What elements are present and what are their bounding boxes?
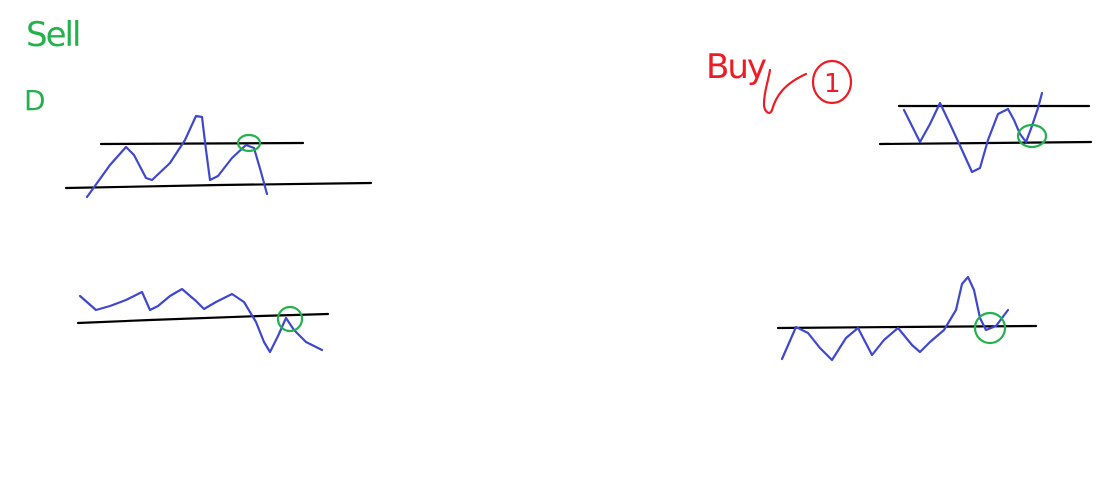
buy-label xyxy=(706,47,851,113)
buy-bottom-panel xyxy=(778,277,1036,360)
sell-label xyxy=(24,15,79,117)
buy-connector-stroke xyxy=(764,70,806,113)
sell-title: Sell xyxy=(26,15,80,55)
sell-signal-marker xyxy=(278,307,302,331)
price-line xyxy=(782,277,1008,360)
sell-bottom-panel xyxy=(78,289,328,352)
resistance-line xyxy=(101,143,303,144)
resistance-line xyxy=(778,326,1036,328)
support-line xyxy=(78,314,328,323)
buy-top-panel xyxy=(880,93,1091,172)
sell-top-panel xyxy=(66,116,371,197)
support-line xyxy=(880,142,1091,144)
support-line xyxy=(66,183,371,188)
price-line xyxy=(904,93,1042,172)
buy-title: Buy xyxy=(706,47,765,87)
buy-number: 1 xyxy=(824,69,841,99)
sell-number: D xyxy=(24,84,46,117)
